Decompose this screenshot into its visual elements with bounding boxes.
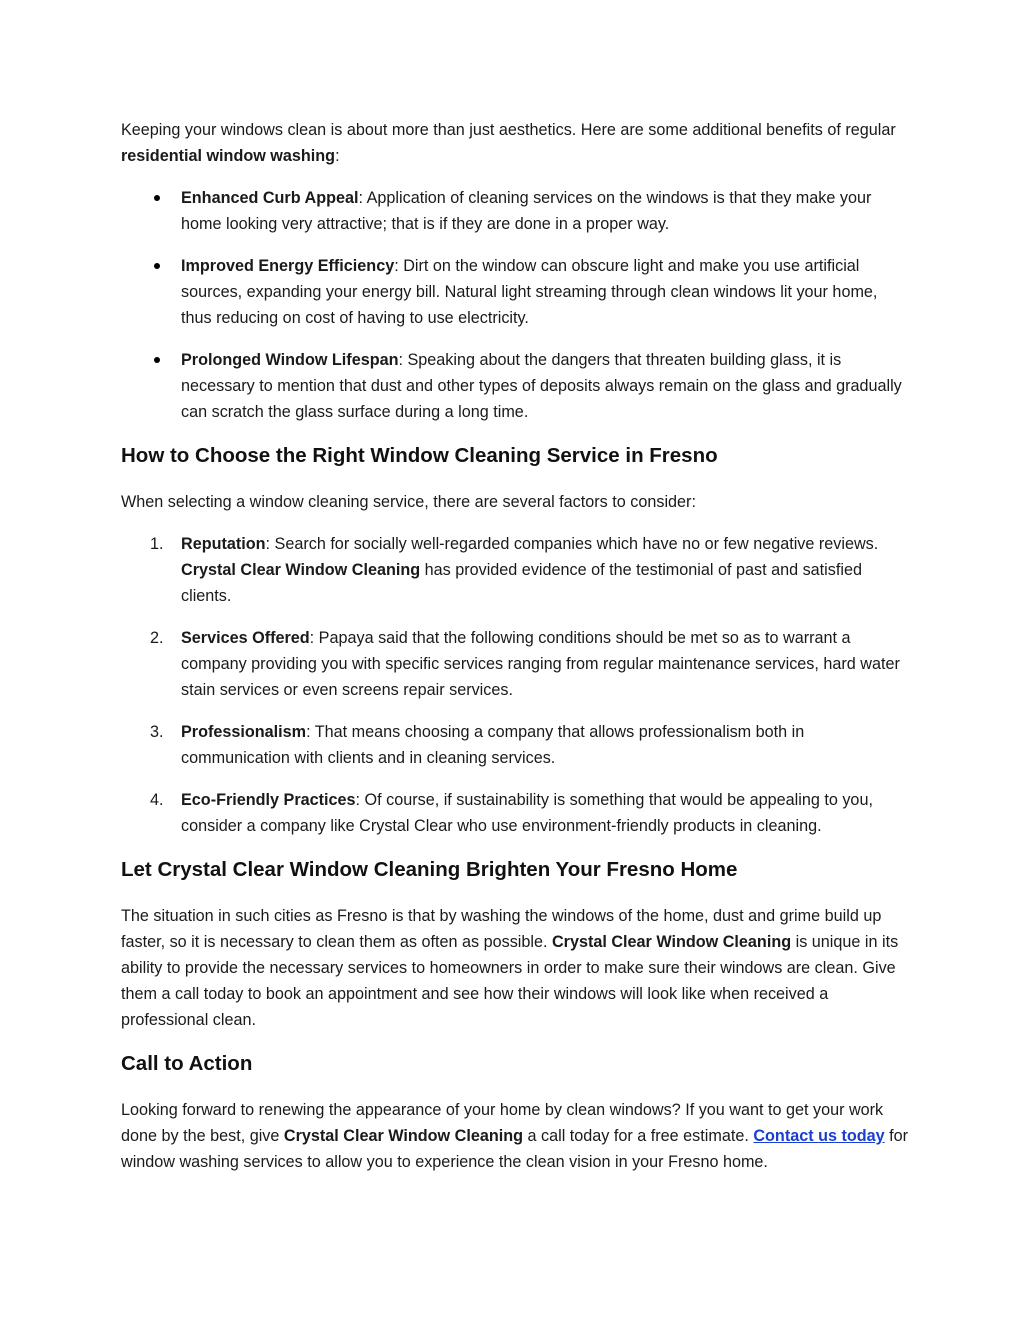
benefit-text: : Application of cleaning services on the windows is that they make your home looking very attractive; that is if they are done in a proper way. [181,189,872,233]
cta-paragraph [121,1097,911,1175]
section-intro: When selecting a window cleaning service, there are several factors to consider: [121,493,696,511]
list-number: 4. [150,791,164,809]
section-heading-choose: How to Choose the Right Window Cleaning Service in Fresno [121,444,718,467]
list-item [121,185,911,237]
intro-paragraph [121,117,911,169]
factor-title: Professionalism [181,723,307,741]
benefit-title: Improved Energy Efficiency [181,257,395,275]
brighten-paragraph [121,903,911,1033]
factor-text: : Search for socially well-regarded companies which have no or few negative reviews. [265,535,879,553]
factors-list [121,531,911,839]
list-item [121,253,911,331]
brighten-bold: Crystal Clear Window Cleaning [551,933,792,951]
factor-text: : Papaya said that the following conditions should be met so as to warrant a company providing you with specific services ranging from regular maintenance services, hard water stain services or even screens repair services. [181,629,900,699]
section-heading-cta: Call to Action [121,1052,253,1075]
intro-bold: residential window washing [121,147,336,165]
cta-text: Looking forward to renewing the appearance of your home by clean windows? If you want to get your work done by the best, give [121,1101,884,1145]
cta-text-mid: a call today for a free estimate. [523,1127,754,1145]
list-number: 2. [150,629,164,647]
benefit-text: : Speaking about the dangers that threaten building glass, it is necessary to mention that dust and other types of deposits always remain on the glass and gradually can scratch the glass surface during a long time. [181,351,902,421]
contact-us-link[interactable]: Contact us today [753,1127,885,1145]
factor-title: Services Offered [181,629,310,647]
list-number: 3. [150,723,164,741]
list-item [121,787,911,839]
brighten-text-end: is unique in its ability to provide the necessary services to homeowners in order to make sure their windows are clean. Give them a call today to book an appointment and see how their windows will look like when received a professional clean. [121,933,899,1029]
benefits-list [121,185,911,425]
list-number: 1. [150,535,164,553]
section-heading-brighten: Let Crystal Clear Window Cleaning Brighten Your Fresno Home [121,858,738,881]
benefit-title: Prolonged Window Lifespan [181,351,399,369]
factor-title: Reputation [181,535,266,553]
cta-bold: Crystal Clear Window Cleaning [283,1127,524,1145]
intro-text: Keeping your windows clean is about more than just aesthetics. Here are some additional benefits of regular [121,121,896,139]
benefit-text: : Dirt on the window can obscure light and make you use artificial sources, expanding your energy bill. Natural light streaming through clean windows lit your home, thus reducing on cost of having to use electricity. [181,257,878,327]
intro-text-end: : [335,147,340,165]
document-page [121,117,911,1191]
factor-text: : Of course, if sustainability is something that would be appealing to you, consider a company like Crystal Clear who use environment-friendly products in cleaning. [181,791,873,835]
list-item [121,719,911,771]
benefit-title: Enhanced Curb Appeal [181,189,359,207]
factor-text-cont: has provided evidence of the testimonial of past and satisfied clients. [181,561,862,605]
list-item [121,625,911,703]
factor-title: Eco-Friendly Practices [181,791,356,809]
factor-bold: Crystal Clear Window Cleaning [181,561,421,579]
brighten-text: The situation in such cities as Fresno is that by washing the windows of the home, dust and grime build up faster, so it is necessary to clean them as often as possible. [121,907,882,951]
cta-text-end: for window washing services to allow you to experience the clean vision in your Fresno home. [121,1127,909,1171]
list-item [121,531,911,609]
list-item [121,347,911,425]
factor-text: : That means choosing a company that allows professionalism both in communication with clients and in cleaning services. [181,723,805,767]
